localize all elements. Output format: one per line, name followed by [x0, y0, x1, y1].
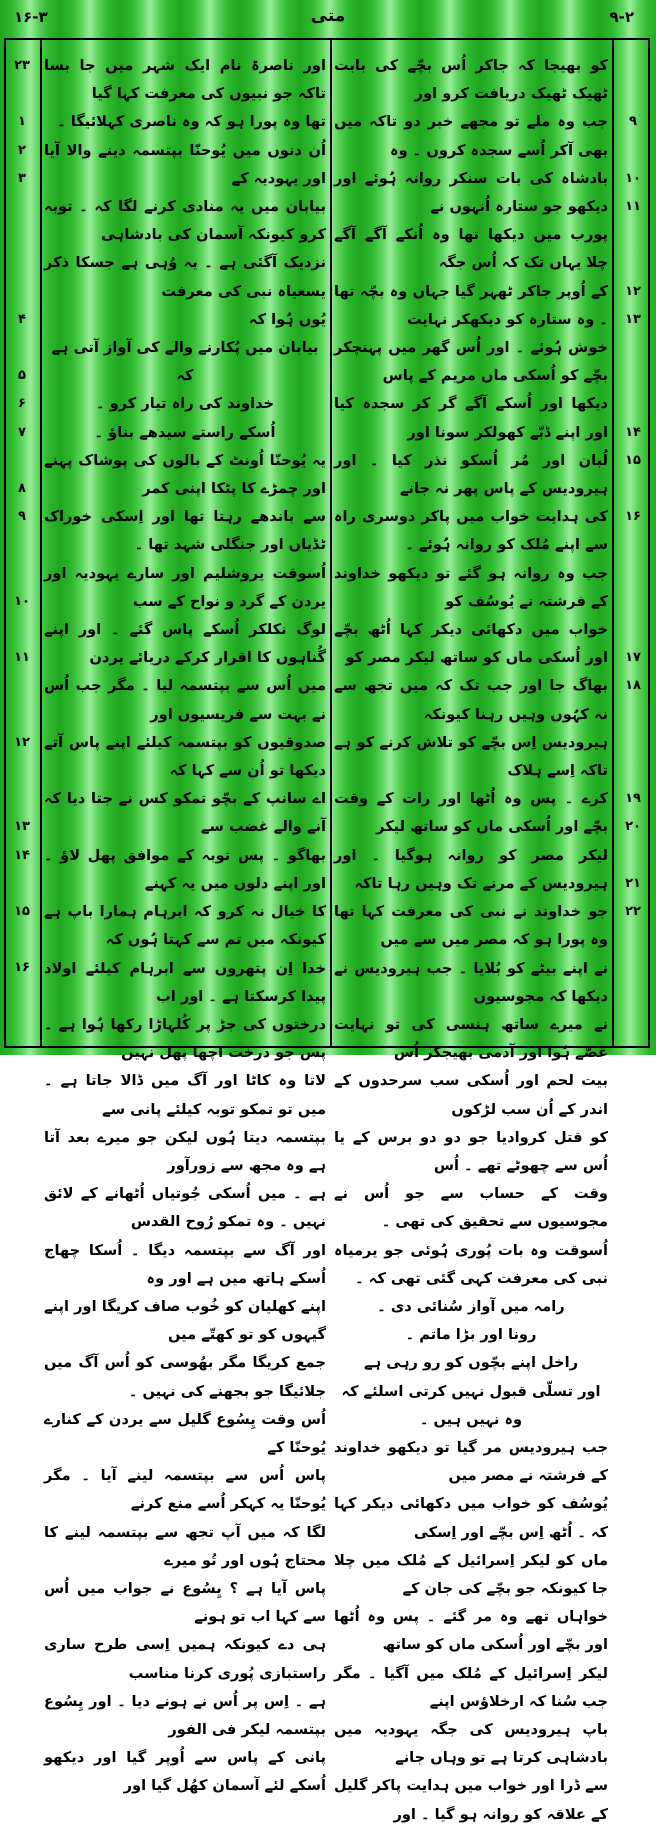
text-line: راخل اپنے بچّوں کو رو رہی ہے [364, 1354, 578, 1372]
text-line: پاس آیا ہے ؟ یِسُوع نے جواب میں اُس سے کہا اب تو ہونے [44, 1579, 326, 1626]
text-line: بھاگو ۔ پس توبہ کے موافق پھل لاؤ ۔ اور اپنے دلوں میں یہ کہنے [44, 846, 326, 892]
verse-number: ۵ [18, 368, 26, 384]
text-line: اور تسلّی قبول نہیں کرتی اسلئے کہ وہ نہیں ہیں ۔ [341, 1382, 601, 1428]
text-line: ہی دے کیونکہ ہمیں اِسی طرح ساری راستبازی پُوری کرنا مناسب [44, 1636, 326, 1682]
verse-number: ۲۰ [625, 819, 641, 835]
text-line: باپ ہیرودیس کی جگہ یہودیہ میں بادشاہی کرتا ہے تو وہاں جانے [334, 1720, 608, 1767]
text-line: ہے ۔ میں اُسکی جُوتیاں اُٹھانے کے لائق نہیں ۔ وہ تمکو رُوح القدس [44, 1185, 326, 1231]
verse-number: ۱۱ [14, 650, 30, 666]
text-line: نزدیک آگئی ہے ۔ یہ وُہی ہے جسکا ذکر یسعیاہ نبی کی معرفت [44, 254, 326, 300]
text-line: بیت لحم اور اُسکی سب سرحدوں کے اندر کے اُن سب لڑکوں [334, 1072, 608, 1118]
text-line: کرے ۔ پس وہ اُٹھا اور رات کے وقت بچّے اور اُسکی ماں کو ساتھ لیکر [334, 790, 608, 836]
text-line: تھا وہ پورا ہو کہ وہ ناصری کہلائیگا ۔ [57, 113, 326, 131]
text-line: اور ناصرۃ نام ایک شہر میں جا بسا تاکہ جو نبیوں کی معرفت کہا گیا [44, 57, 326, 103]
text-line: پورب میں دیکھا تھا وہ اُنکے آگے آگے چلا یہاں تک کہ اُس جگہ [334, 226, 608, 272]
left-text-column [44, 52, 326, 1801]
text-line: ماں کو لیکر اِسرائیل کے مُلک میں چلا جا کیونکہ جو بچّے کی جان کے [334, 1551, 608, 1597]
text-line: جب ہیرودیس مر گیا تو دیکھو خداوند کے فرشتہ نے مصر میں [334, 1438, 608, 1485]
text-line: بپتسمہ دیتا ہُوں لیکن جو میرے بعد آتا ہے وہ مجھ سے زورآور [44, 1128, 326, 1174]
verse-number: ۸ [18, 481, 26, 496]
verse-number: ۹ [18, 509, 26, 525]
verse-number: ۷ [18, 424, 26, 440]
text-line: رامہ میں آواز سُنائی دی ۔ [377, 1297, 565, 1315]
verse-number: ۴ [18, 311, 26, 327]
verse-number: ۲۱ [625, 875, 641, 891]
text-line: اُن دنوں میں یُوحنّا بپتسمہ دینے والا آیا اور یہودیہ کے [44, 141, 326, 187]
text-line: دیکھا اور اُسکے آگے گر کر سجدہ کیا اور اپنے ڈبّے کھولکر سونا اور [334, 395, 608, 441]
text-line: پانی کے پاس سے اُوپر گیا اور دیکھو اُسکے لئے آسمان کھُل گیا اور [44, 1749, 326, 1795]
text-line: جمع کریگا مگر بھُوسی کو اُس آگ میں جلائیگا جو بجھنے کی نہیں ۔ [44, 1354, 326, 1400]
verse-number: ۱۵ [625, 452, 641, 468]
verse-number: ۱۳ [14, 819, 30, 835]
verse-number: ۲۲ [625, 904, 641, 919]
text-line: کو قتل کروادیا جو دو دو برس کے یا اُس سے چھوٹے تھے ۔ اُس [334, 1128, 608, 1174]
text-line: اُسوقت یروشلیم اور سارے یہودیہ اور یردن کے گرد و نواح کے سب [44, 564, 326, 610]
text-line: لوگ نکلکر اُسکے پاس گئے ۔ اور اپنے گُناہوں کا اقرار کرکے دریائے یردن [44, 621, 326, 667]
text-line: نے اپنے بیٹے کو بُلایا ۔ جب ہیرودیس نے دیکھا کہ مجوسیوں [334, 959, 608, 1005]
text-line: اُس وقت یِسُوع گلیل سے یردن کے کنارے یُوحنّا کے [44, 1410, 326, 1456]
text-line: بیابان میں پُکارنے والے کی آواز آتی ہے کہ [51, 339, 319, 385]
verse-number: ۱۴ [14, 847, 30, 863]
verse-number: ۹ [629, 114, 637, 130]
text-line: بادشاہ کی بات سنکر روانہ ہُوئے اور دیکھو جو ستارہ اُنہوں نے [334, 169, 608, 216]
text-line: لُبان اور مُر اُسکو نذر کیا ۔ اور ہیرودیس کے پاس پھر نہ جانے [334, 451, 608, 498]
right-number-rule [612, 38, 614, 1048]
text-line: لگا کہ میں آپ تجھ سے بپتسمہ لینے کا محتاج ہُوں اور تُو میرے [44, 1523, 326, 1569]
verse-number: ۱۸ [625, 678, 641, 694]
verse-number: ۱۳ [625, 311, 641, 327]
verse-number: ۱۷ [625, 650, 641, 666]
text-line: جب وہ روانہ ہو گئے تو دیکھو خداوند کے فرشتہ نے یُوسُف کو [334, 564, 608, 610]
text-line: یہ یُوحنّا اُونٹ کے بالوں کی پوشاک پہنے اور چمڑے کا پٹکا اپنی کمر [44, 451, 326, 498]
text-line: وقت کے حساب سے جو اُس نے مجوسیوں سے تحقیق کی تھی ۔ [334, 1185, 608, 1231]
verse-number: ۳ [18, 170, 26, 186]
text-line: پاس اُس سے بپتسمہ لینے آیا ۔ مگر یُوحنّا یہ کہکر اُسے منع کرنے [44, 1467, 326, 1513]
text-line: اے سانپ کے بچّو تمکو کس نے جتا دیا کہ آنے والے غضب سے [44, 790, 326, 836]
verse-number: ۱۶ [14, 960, 30, 976]
verse-number: ۱۹ [625, 791, 641, 807]
text-line: یُوسُف کو خواب میں دکھائی دیکر کہا کہ ۔ اُٹھ اِس بچّے اور اِسکی [334, 1495, 608, 1541]
text-line: اپنے کھلیان کو خُوب صاف کریگا اور اپنے گیہوں کو تو کھتّے میں [44, 1297, 326, 1344]
text-line: جب وہ ملے تو مجھے خبر دو تاکہ میں بھی آکر اُسے سجدہ کروں ۔ وہ [334, 113, 608, 159]
right-text-column [334, 52, 608, 1829]
verse-number: ۱ [18, 114, 26, 130]
right-chapter-reference: ۹-۲ [609, 8, 634, 26]
left-chapter-reference: ۱۶-۳ [14, 8, 48, 26]
text-line: بیابان میں یہ منادی کرنے لگا کہ ۔ توبہ کرو کیونکہ آسمان کی بادشاہی [44, 198, 326, 244]
text-line: درختوں کی جڑ پر کُلہاڑا رکھا ہُوا ہے ۔ پس جو درخت اچھا پھل نہیں [44, 1015, 326, 1062]
verse-number: ۱۶ [625, 509, 641, 525]
verse-number: ۱۵ [14, 904, 30, 919]
text-line: ہے ۔ اِس پر اُس نے ہونے دیا ۔ اور یِسُوع بپتسمہ لیکر فی الفور [44, 1692, 326, 1738]
text-line: خواب میں دکھائی دیکر کہا اُٹھ بچّے اور اُسکی ماں کو ساتھ لیکر مصر کو [334, 621, 608, 667]
center-column-rule [330, 38, 332, 1048]
text-line: خوش ہُوئے ۔ اور اُس گھر میں پہنچکر بچّے کو اُسکی ماں مریم کے پاس [334, 339, 608, 385]
verse-number: ۱۲ [14, 734, 30, 750]
text-line: لیکر اِسرائیل کے مُلک میں آگیا ۔ مگر جب سُنا کہ ارخلاؤس اپنے [334, 1664, 608, 1710]
text-line: کا خیال نہ کرو کہ ابرہام ہمارا باپ ہے کیونکہ میں تم سے کہتا ہُوں کہ [44, 903, 326, 949]
page-header [0, 0, 656, 38]
verse-number: ۲۳ [14, 58, 30, 73]
text-line: میں اُس سے بپتسمہ لیا ۔ مگر جب اُس نے بہت سے فریسیوں اور [44, 677, 326, 723]
text-line: نے میرے ساتھ ہنسی کی تو نہایت غصّے ہُوا اور آدمی بھیجکر اُس [334, 1015, 608, 1062]
text-line: جو خداوند نے نبی کی معرفت کہا تھا وہ پورا ہو کہ مصر میں سے میں [334, 903, 608, 949]
text-line: اُسکے راستے سیدھے بناؤ ۔ [94, 423, 276, 441]
verse-number: ۱۱ [625, 199, 641, 214]
text-line: اور آگ سے بپتسمہ دیگا ۔ اُسکا چھاج اُسکے ہاتھ میں ہے اور وہ [44, 1241, 326, 1287]
verse-number: ۶ [18, 396, 26, 412]
text-line: خداوند کی راہ تیار کرو ۔ [95, 395, 275, 413]
text-line: کے اُوپر جاکر ٹھہر گیا جہاں وہ بچّہ تھا ۔ وہ ستارہ کو دیکھکر نہایت [334, 282, 608, 328]
text-line: صدوقیوں کو بپتسمہ کیلئے اپنے پاس آتے دیکھا تو اُن سے کہا کہ [44, 733, 326, 780]
text-line: رونا اور بڑا ماتم ۔ [405, 1326, 537, 1344]
text-line: سے ڈرا اور خواب میں ہدایت پاکر گلیل کے علاقہ کو روانہ ہو گیا ۔ اور [334, 1777, 608, 1823]
left-number-rule [40, 38, 42, 1048]
book-title: متی [310, 6, 346, 26]
verse-number: ۱۰ [625, 170, 641, 186]
verse-number: ۱۲ [625, 283, 641, 299]
text-line: سے باندھے رہتا تھا اور اِسکی خوراک ٹڈیاں اور جنگلی شہد تھا ۔ [44, 508, 326, 554]
text-line: لیکر مصر کو روانہ ہوگیا ۔ اور ہیرودیس کے مرنے تک وہیں رہا تاکہ [334, 846, 608, 892]
verse-number: ۱۴ [625, 424, 641, 440]
text-line: خواہاں تھے وہ مر گئے ۔ پس وہ اُٹھا اور بچّے اور اُسکی ماں کو ساتھ [334, 1608, 608, 1654]
verse-number: ۱۰ [14, 593, 30, 609]
text-line: بھاگ جا اور جب تک کہ میں تجھ سے نہ کہُوں وہیں رہنا کیونکہ [334, 677, 608, 723]
verse-number: ۲ [18, 142, 26, 158]
text-line: کو بھیجا کہ جاکر اُس بچّے کی بابت ٹھیک ٹھیک دریافت کرو اور [334, 57, 608, 103]
text-line: یُوں ہُوا کہ [249, 310, 326, 328]
text-line: خدا اِن پتھروں سے ابرہام کیلئے اولاد پیدا کرسکتا ہے ۔ اور اب [44, 959, 326, 1005]
text-line: ہیرودیس اِس بچّے کو تلاش کرنے کو ہے تاکہ اِسے ہلاک [334, 733, 608, 780]
text-line: لاتا وہ کاٹا اور آگ میں ڈالا جاتا ہے ۔ میں تو تمکو توبہ کیلئے پانی سے [44, 1072, 326, 1118]
text-line: اُسوقت وہ بات پُوری ہُوئی جو یرمیاہ نبی کی معرفت کہی گئی تھی کہ ۔ [334, 1241, 608, 1287]
text-line: کی ہدایت خواب میں پاکر دوسری راہ سے اپنے مُلک کو روانہ ہُوئے ۔ [334, 508, 608, 554]
